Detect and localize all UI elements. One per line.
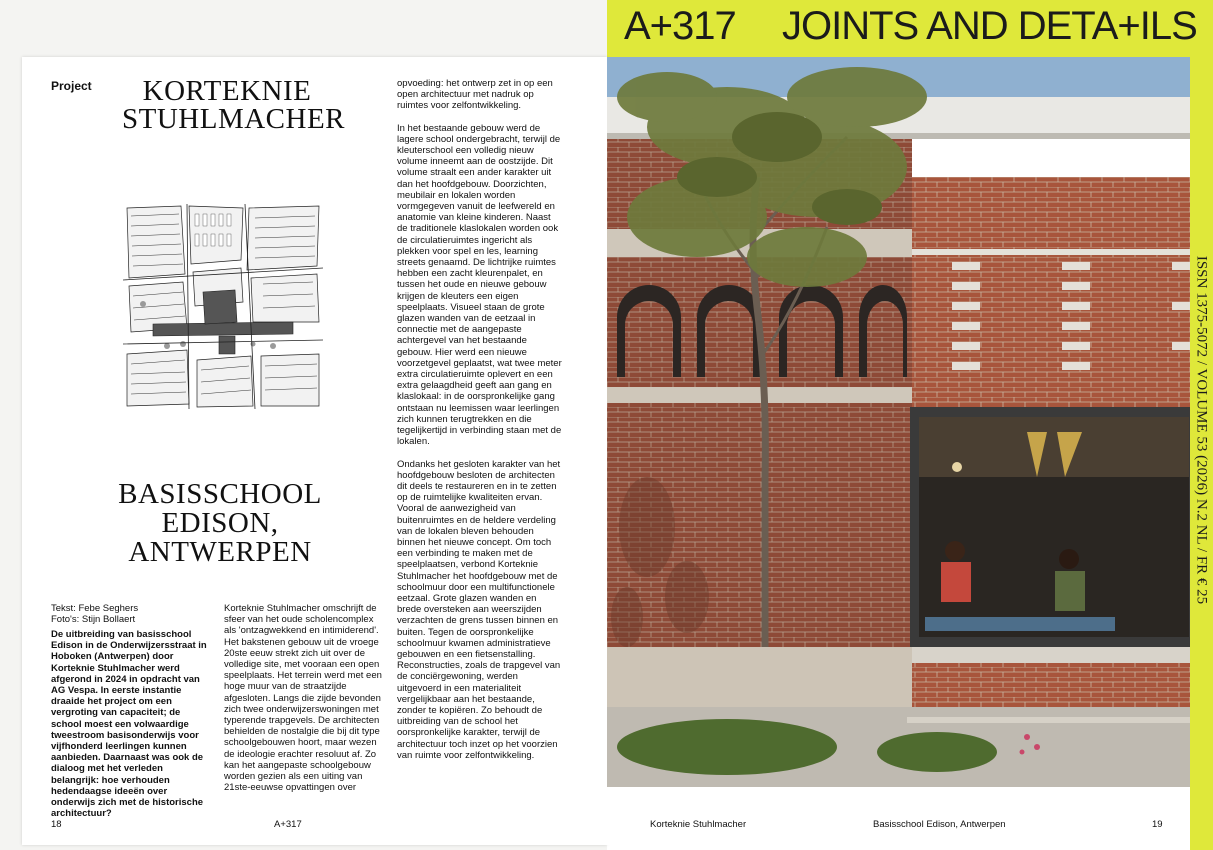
issue-banner bbox=[607, 0, 1213, 57]
credit-photographer: Foto's: Stijn Bollaert bbox=[51, 614, 136, 625]
spine-text: ISSN 1375-5072 / VOLUME 53 (2026) N.2 NL / FR € 25 bbox=[1193, 255, 1210, 605]
left-page bbox=[22, 57, 607, 845]
section-label: Project bbox=[51, 79, 92, 93]
folio-building: Basisschool Edison, Antwerpen bbox=[873, 819, 1006, 830]
site-plan-drawing bbox=[123, 204, 323, 409]
credits bbox=[51, 603, 216, 625]
body-paragraph: In het bestaande gebouw werd de lagere school ondergebracht, terwijl de kleuterschool een volledig nieuw volume inneemt aan de oostzijde. Dit volume straalt een ander karakter uit dan het hoofdgebouw. Doorzichten, meubilair en lokalen worden vormgegeven vanuit de leefwereld en anatomie van kleine kinderen. Naast de traditionele klaslokalen worden ook de circulatieruimtes ingericht als plekken voor spel en les, learning streets genaamd. De lichtrijke ruimtes hebben een zacht kleurenpalet, en tussen het oude en nieuwe gebouw krijgen de kleuters een eigen speelplaats. Visueel staan de grote glazen wanden van de eetzaal in connectie met de aangepaste achtergevel van het bestaande gebouw. Hier werd een nieuwe voorzetgevel geplaatst, wat twee meter extra circulatieruimte oplevert en een extra gelaagdheid geeft aan gang en klaslokaal: in de oorspronkelijke gang ontstaan nu leemissen waar leerlingen zich kunnen terugtrekken en die tegelijkertijd in verbinding staan met de lokalen. bbox=[397, 122, 562, 448]
credit-text-author: Tekst: Febe Seghers bbox=[51, 603, 139, 614]
architect-title: KORTEKNIE STUHLMACHER bbox=[122, 75, 346, 135]
body-paragraph: Korteknie Stuhlmacher omschrijft de sfeer van het oude scholencomplex als 'ontzagwekkend en intimiderend'. Het bakstenen gebouw uit de vroege 20ste eeuw strekt zich uit over de volledige site, met vooraan een open speelplaats. Het terrein werd met een hoge muur van de straatzijde afgesloten. Langs die zijde bevonden zich twee onderwijzerswoningen met typerende trapgevels. De architecten behielden de nostalgie die bij dit type schoolgebouwen hoort, maar wezen de ideologie erachter resoluut af. Zo kan het aangepaste schoolgebouw worden gezien als een uiting van 21ste-eeuwse opvattingen over bbox=[224, 603, 382, 794]
building-title: BASISSCHOOL EDISON, ANTWERPEN bbox=[118, 478, 322, 568]
body-column-3 bbox=[397, 78, 563, 772]
folio-magazine: A+317 bbox=[274, 819, 302, 830]
school-facade-photo bbox=[607, 57, 1190, 787]
page-number-left: 18 bbox=[51, 819, 62, 830]
body-column-2 bbox=[224, 603, 386, 793]
body-paragraph: opvoeding: het ontwerp zet in op een open architectuur met nadruk op ruimtes voor zelfontwikkeling. bbox=[397, 78, 553, 112]
issue-number: A+317 bbox=[624, 4, 736, 48]
lead-text: De uitbreiding van basisschool Edison in de Onderwijzersstraat in Hoboken (Antwerpen) door Korteknie Stuhlmacher werd afgerond in 2024 in opdracht van AG Vespa. In eerste instantie draaide het project om een vergroting van capaciteit; de school moest een volwaardige tweestroom basisonderwijs voor vijfhonderd leerlingen kunnen aanbieden. Daarnaast was ook de dialoog met het verleden belangrijk: hoe verhouden hedendaagse ideeën over onderwijs zich met de historische architectuur? bbox=[51, 629, 207, 820]
body-paragraph: Ondanks het gesloten karakter van het hoofdgebouw besloten de architecten dit deels te restaureren en in te zetten op de ruimtelijke kwaliteiten ervan. Vooral de aanwezigheid van buitenruimtes en de heldere verdeling van de lokalen bleven behouden binnen het nieuwe concept. Om toch een verbinding te maken met de speelplaatsen, verbond Korteknie Stuhlmacher het hoofdgebouw met de schoolmuur door een multifunctionele eetzaal. Grote glazen wanden en brede oversteken aan weerszijden verzachten de grens tussen binnen en buiten. Tegen de oorspronkelijke schoolmuur kwamen administratieve gebouwen en een fietsenstalling. Reconstructies, zoals de trapgevel van de conciërgewoning, werden uitgevoerd in een materialiteit vergelijkbaar aan het bestaande, zonder te kopiëren. Zo behoudt de uitbreiding van de school het oorspronkelijke karakter, terwijl de architectuur toch inzet op het voorzien van ruimte voor zelfontwikkeling. bbox=[397, 458, 561, 761]
issue-theme: JOINTS AND DETA+ILS bbox=[782, 4, 1197, 48]
page-number-right: 19 bbox=[1152, 819, 1163, 830]
folio-architect: Korteknie Stuhlmacher bbox=[650, 819, 747, 830]
lead-paragraph bbox=[51, 629, 213, 819]
